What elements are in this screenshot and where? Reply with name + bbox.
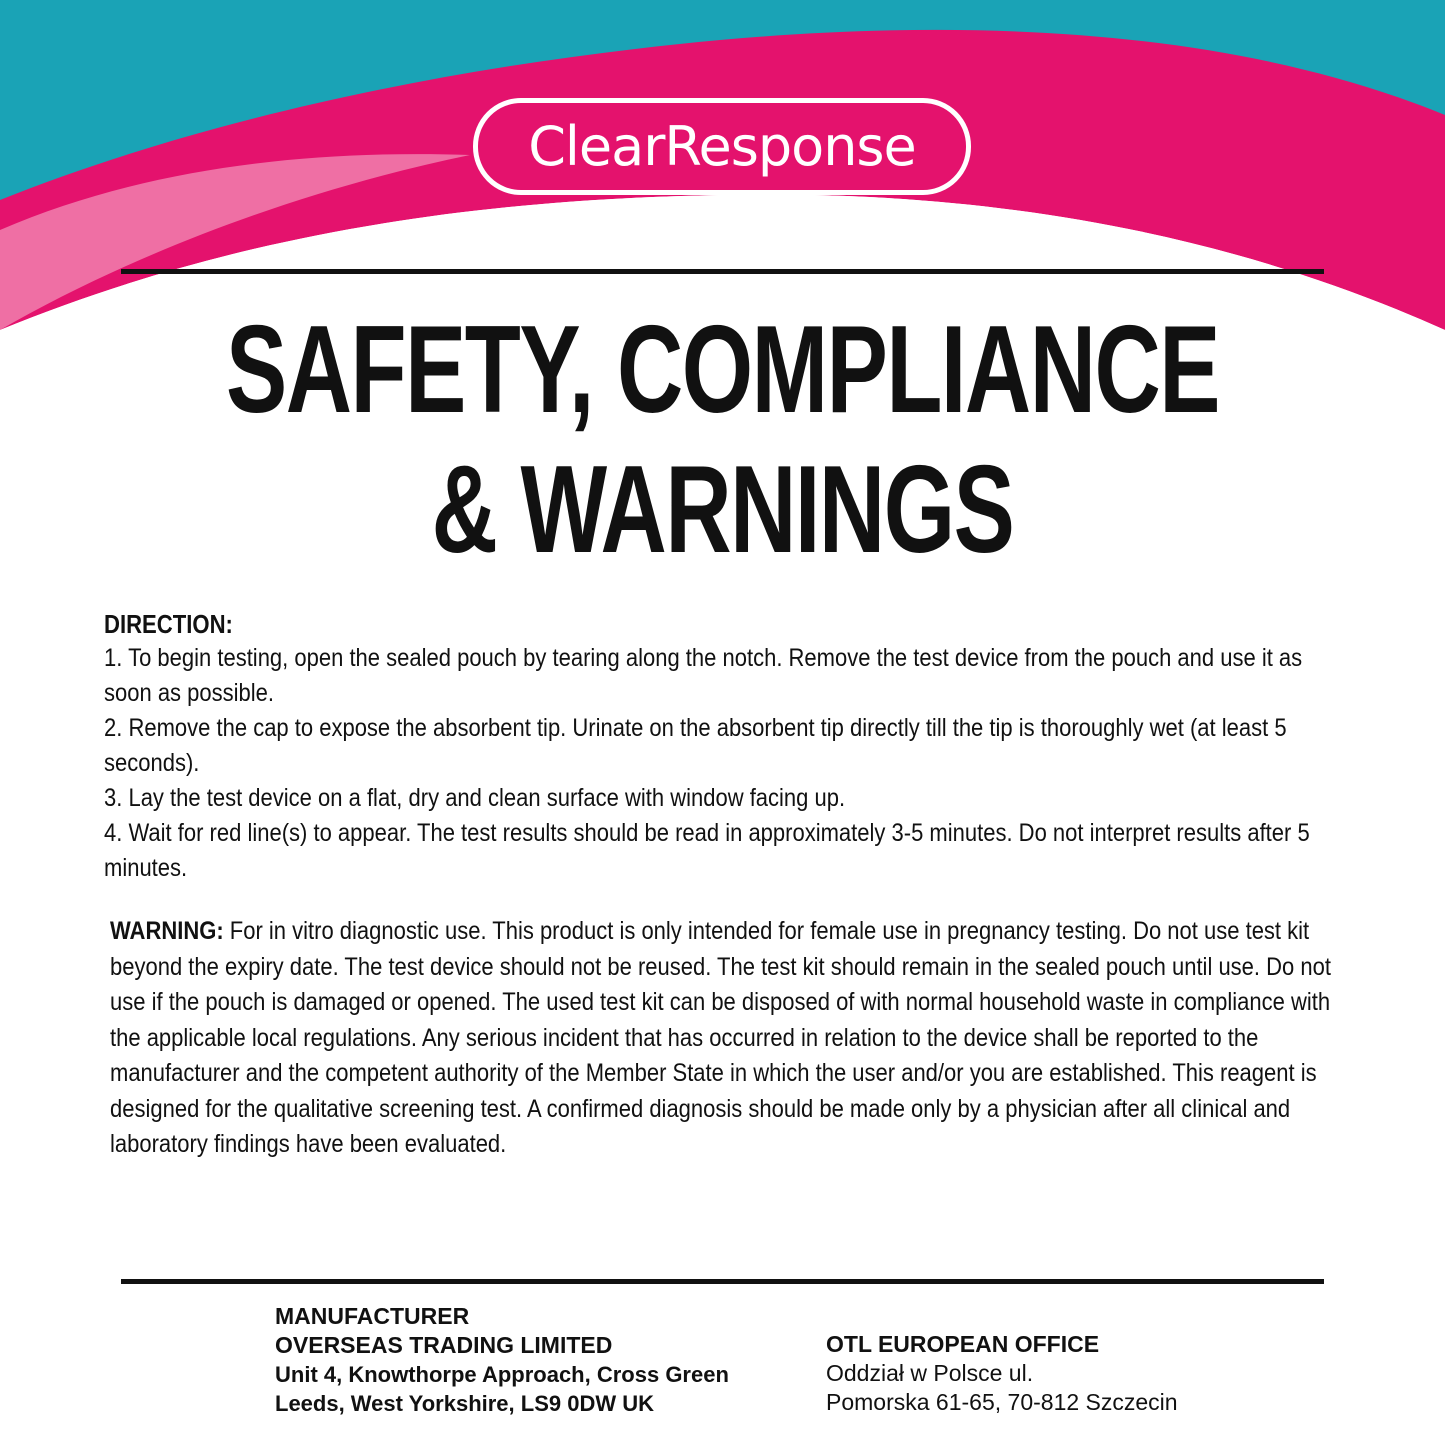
european-office-address-line1: Oddział w Polsce ul. bbox=[826, 1360, 1034, 1386]
page-title bbox=[188, 300, 1257, 580]
warning-text: For in vitro diagnostic use. This product is only intended for female use in pregnancy testing. Do not use test kit beyond the expiry date. The test device should not be reused. The test kit should remain in the sealed pouch until use. Do not use if the pouch is damaged or opened. The used test kit can be disposed of with normal household waste in compliance with the applicable local regulations. Any serious incident that has occurred in relation to the device shall be reported to the manufacturer and the competent authority of the Member State in which the user and/or you are established. This reagent is designed for the qualitative screening test. A confirmed diagnosis should be made only by a physician after all clinical and laboratory findings have been evaluated. bbox=[110, 917, 1331, 1158]
top-divider bbox=[121, 269, 1324, 274]
direction-steps bbox=[104, 641, 1424, 886]
page-title-line2: & WARNINGS bbox=[431, 441, 1014, 579]
direction-step-2: 2. Remove the cap to expose the absorbent tip. Urinate on the absorbent tip directly till the tip is thoroughly wet (at least 5 seconds). bbox=[104, 714, 1287, 777]
page-title-line1: SAFETY, COMPLIANCE bbox=[226, 301, 1219, 439]
bottom-divider bbox=[121, 1279, 1324, 1284]
brand-logo-text: ClearResponse bbox=[528, 115, 916, 178]
direction-step-4: 4. Wait for red line(s) to appear. The test results should be read in approximately 3-5 minutes. Do not interpret results after 5 minutes. bbox=[104, 819, 1310, 882]
manufacturer-label: MANUFACTURER bbox=[275, 1303, 470, 1329]
manufacturer-address-line2: Leeds, West Yorkshire, LS9 0DW UK bbox=[275, 1391, 655, 1416]
european-office-block bbox=[826, 1330, 1178, 1417]
warning-label: WARNING: bbox=[110, 917, 224, 945]
direction-heading: DIRECTION: bbox=[104, 609, 233, 639]
manufacturer-block bbox=[275, 1302, 729, 1418]
brand-logo bbox=[473, 98, 971, 195]
european-office-label: OTL EUROPEAN OFFICE bbox=[826, 1331, 1100, 1357]
manufacturer-name: OVERSEAS TRADING LIMITED bbox=[275, 1332, 613, 1358]
manufacturer-address-line1: Unit 4, Knowthorpe Approach, Cross Green bbox=[275, 1362, 729, 1387]
direction-step-3: 3. Lay the test device on a flat, dry and clean surface with window facing up. bbox=[104, 784, 846, 812]
warning-section bbox=[110, 914, 1342, 1163]
direction-section bbox=[104, 607, 1424, 886]
direction-step-1: 1. To begin testing, open the sealed pouch by tearing along the notch. Remove the test device from the pouch and use it as soon as possible. bbox=[104, 644, 1303, 707]
european-office-address-line2: Pomorska 61-65, 70-812 Szczecin bbox=[826, 1389, 1178, 1415]
